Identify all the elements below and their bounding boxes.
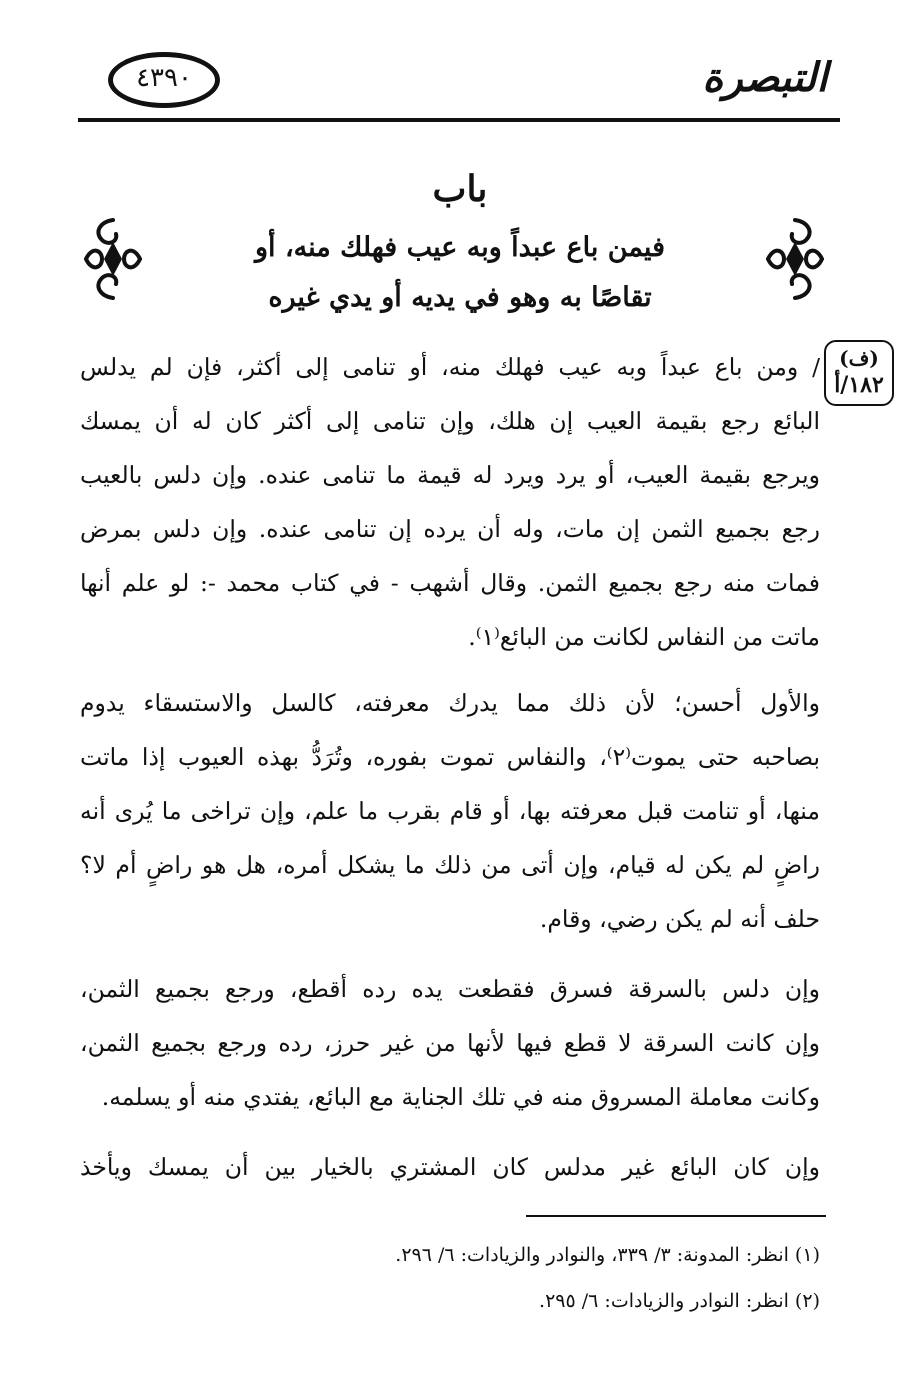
chapter-subtitle-line-1: فيمن باع عبداً وبه عيب فهلك منه، أو: [255, 232, 665, 263]
margin-note-line-1: (ف): [839, 346, 879, 370]
text-line: رجع بجميع الثمن إن مات، وله أن يرده إن تنامى عنده. وإن دلس بمرض: [80, 515, 820, 543]
header-rule: [78, 118, 840, 122]
floral-ornament-icon: [82, 216, 144, 302]
footnote-2: (٢) انظر: النوادر والزيادات: ٦/ ٢٩٥.: [539, 1290, 820, 1312]
book-title: التبصرة: [702, 54, 828, 101]
text-line: / ومن باع عبداً وبه عيب فهلك منه، أو تنامى إلى أكثر، فإن لم يدلس: [80, 353, 820, 381]
floral-ornament-icon: [764, 216, 826, 302]
text-line: وإن دلس بالسرقة فسرق فقطعت يده رده أقطع، ورجع بجميع الثمن،: [80, 975, 820, 1003]
chapter-heading: باب: [432, 168, 488, 210]
text-line: فمات منه رجع بجميع الثمن. وقال أشهب - في كتاب محمد -: لو علم أنها: [80, 569, 820, 597]
paragraph-1: [80, 340, 820, 664]
manuscript-folio-note: [824, 340, 894, 406]
text-line: وكانت معاملة المسروق منه في تلك الجناية مع البائع، يفتدي منه أو يسلمه.: [101, 1083, 820, 1111]
paragraph-4: [80, 1140, 820, 1194]
margin-note-line-2: ١٨٢/أ: [834, 372, 884, 398]
text-line: بصاحبه حتى يموت⁽٢⁾، والنفاس تموت بفوره، وتُرَدُّ بهذه العيوب إذا ماتت: [80, 743, 820, 771]
text-line: وإن كانت السرقة لا قطع فيها لأنها من غير حرز، رده ورجع بجميع الثمن،: [80, 1029, 820, 1057]
footnote-rule: [526, 1215, 826, 1217]
page-number: ٤٣٩٠: [136, 63, 192, 93]
text-line: ماتت من النفاس لكانت من البائع⁽١⁾.: [468, 623, 820, 651]
text-line: البائع رجع بقيمة العيب إن هلك، وإن تنامى إلى أكثر كان له أن يمسك: [80, 407, 820, 435]
running-header: [70, 42, 840, 122]
text-line: والأول أحسن؛ لأن ذلك مما يدرك معرفته، كالسل والاستسقاء يدوم: [80, 689, 820, 717]
text-line: وإن كان البائع غير مدلس كان المشتري بالخيار بين أن يمسك ويأخذ: [80, 1153, 820, 1181]
paragraph-2: [80, 676, 820, 946]
text-line: منها، أو تنامت قبل معرفته بها، أو قام بقرب ما علم، وإن تراخى ما يُرى أنه: [80, 797, 820, 825]
footnote-1: (١) انظر: المدونة: ٣/ ٣٣٩، والنوادر والزيادات: ٦/ ٢٩٦.: [395, 1244, 820, 1266]
text-line: حلف أنه لم يكن رضي، وقام.: [539, 905, 820, 933]
chapter-subtitle-line-2: تقاصًا به وهو في يديه أو يدي غيره: [268, 282, 652, 313]
paragraph-3: [80, 962, 820, 1124]
footnotes: [300, 1232, 820, 1324]
text-line: ويرجع بقيمة العيب، أو يرد ويرد له قيمة ما تنامى عنده. وإن دلس بالعيب: [80, 461, 820, 489]
text-line: راضٍ لم يكن له قيام، وإن أتى من ذلك ما يشكل أمره، هل هو راضٍ أم لا؟: [80, 851, 820, 879]
